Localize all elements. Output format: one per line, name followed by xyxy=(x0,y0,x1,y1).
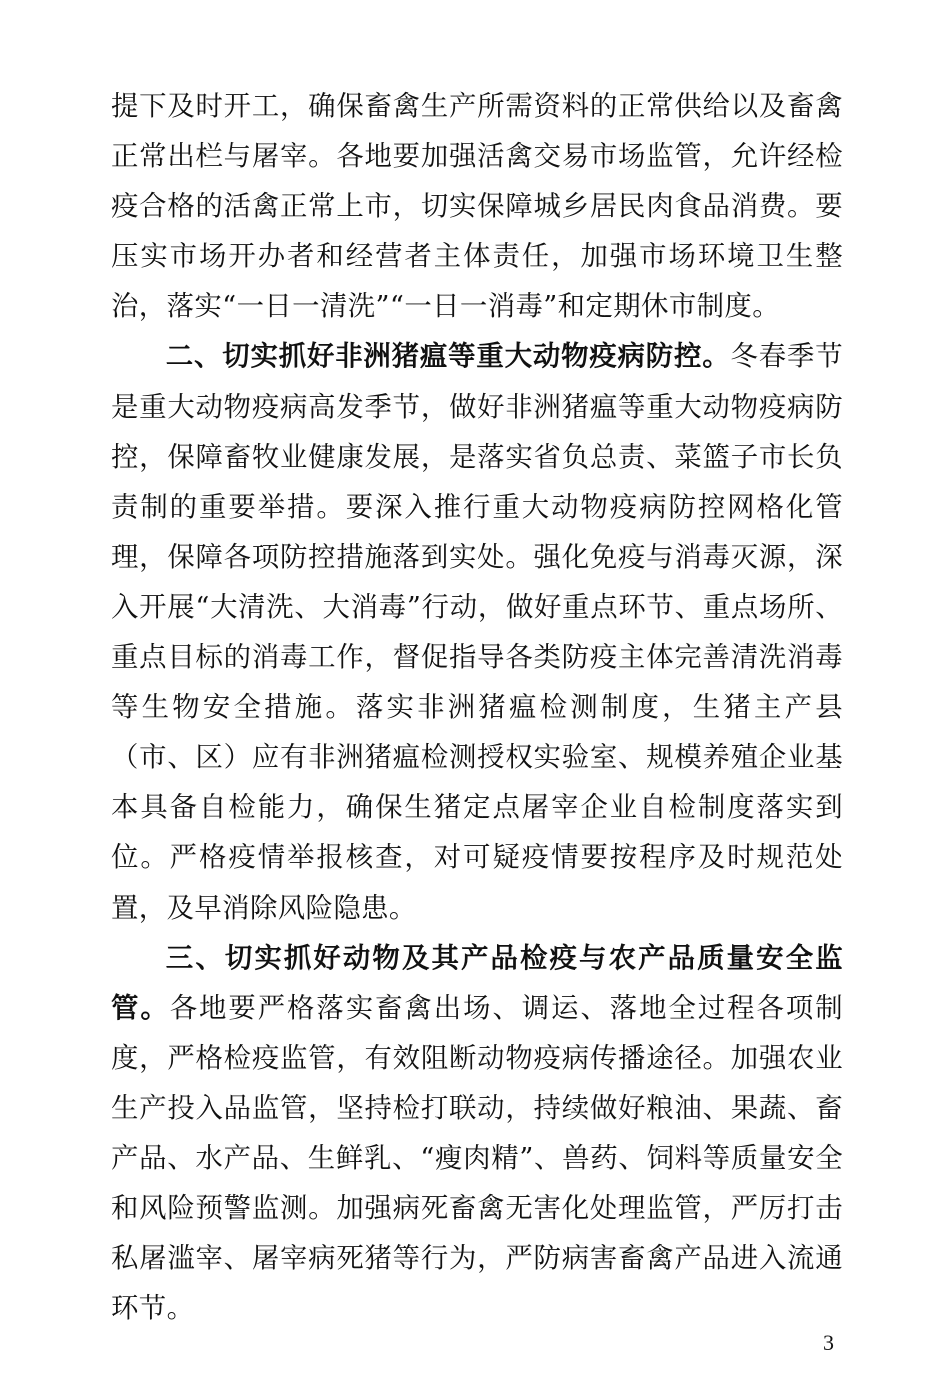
paragraph-text: 各地要严格落实畜禽出场、调运、落地全过程各项制度，严格检疫监管，有效阻断动物疫病传播途径。加强农业生产投入品监管，坚持检打联动，持续做好粮油、果蔬、畜产品、水产品、生鲜乳、“瘦肉精”、兽药、饲料等质量安全和风险预警监测。加强病死畜禽无害化处理监管，严厉打击私屠滥宰、屠宰病死猪等行为，严防病害畜禽产品进入流通环节。 xyxy=(111,992,843,1325)
paragraph-continuation xyxy=(111,82,843,332)
paragraph-section-two xyxy=(111,332,843,933)
paragraph-text: 冬春季节是重大动物疫病高发季节，做好非洲猪瘟等重大动物疫病防控，保障畜牧业健康发展，是落实省负总责、菜篮子市长负责制的重要举措。要深入推行重大动物疫病防控网格化管理，保障各项防控措施落到实处。强化免疫与消毒灭源，深入开展“大清洗、大消毒”行动，做好重点环节、重点场所、重点目标的消毒工作，督促指导各类防疫主体完善清洗消毒等生物安全措施。落实非洲猪瘟检测制度，生猪主产县（市、区）应有非洲猪瘟检测授权实验室、规模养殖企业基本具备自检能力，确保生猪定点屠宰企业自检制度落实到位。严格疫情举报核查，对可疑疫情要按程序及时规范处置，及早消除风险隐患。 xyxy=(111,341,843,924)
page-number: 3 xyxy=(823,1330,834,1355)
paragraph-text: 提下及时开工，确保畜禽生产所需资料的正常供给以及畜禽正常出栏与屠宰。各地要加强活禽交易市场监管，允许经检疫合格的活禽正常上市，切实保障城乡居民肉食品消费。要压实市场开办者和经营者主体责任，加强市场环境卫生整治，落实“一日一清洗”“一日一消毒”和定期休市制度。 xyxy=(111,91,843,323)
section-heading: 三、切实抓好动物及其产品检疫与农产品质量安全监管。 xyxy=(111,942,843,1024)
section-heading: 二、切实抓好非洲猪瘟等重大动物疫病防控。 xyxy=(165,341,731,373)
document-body xyxy=(111,82,843,1334)
paragraph-section-three xyxy=(111,934,843,1335)
